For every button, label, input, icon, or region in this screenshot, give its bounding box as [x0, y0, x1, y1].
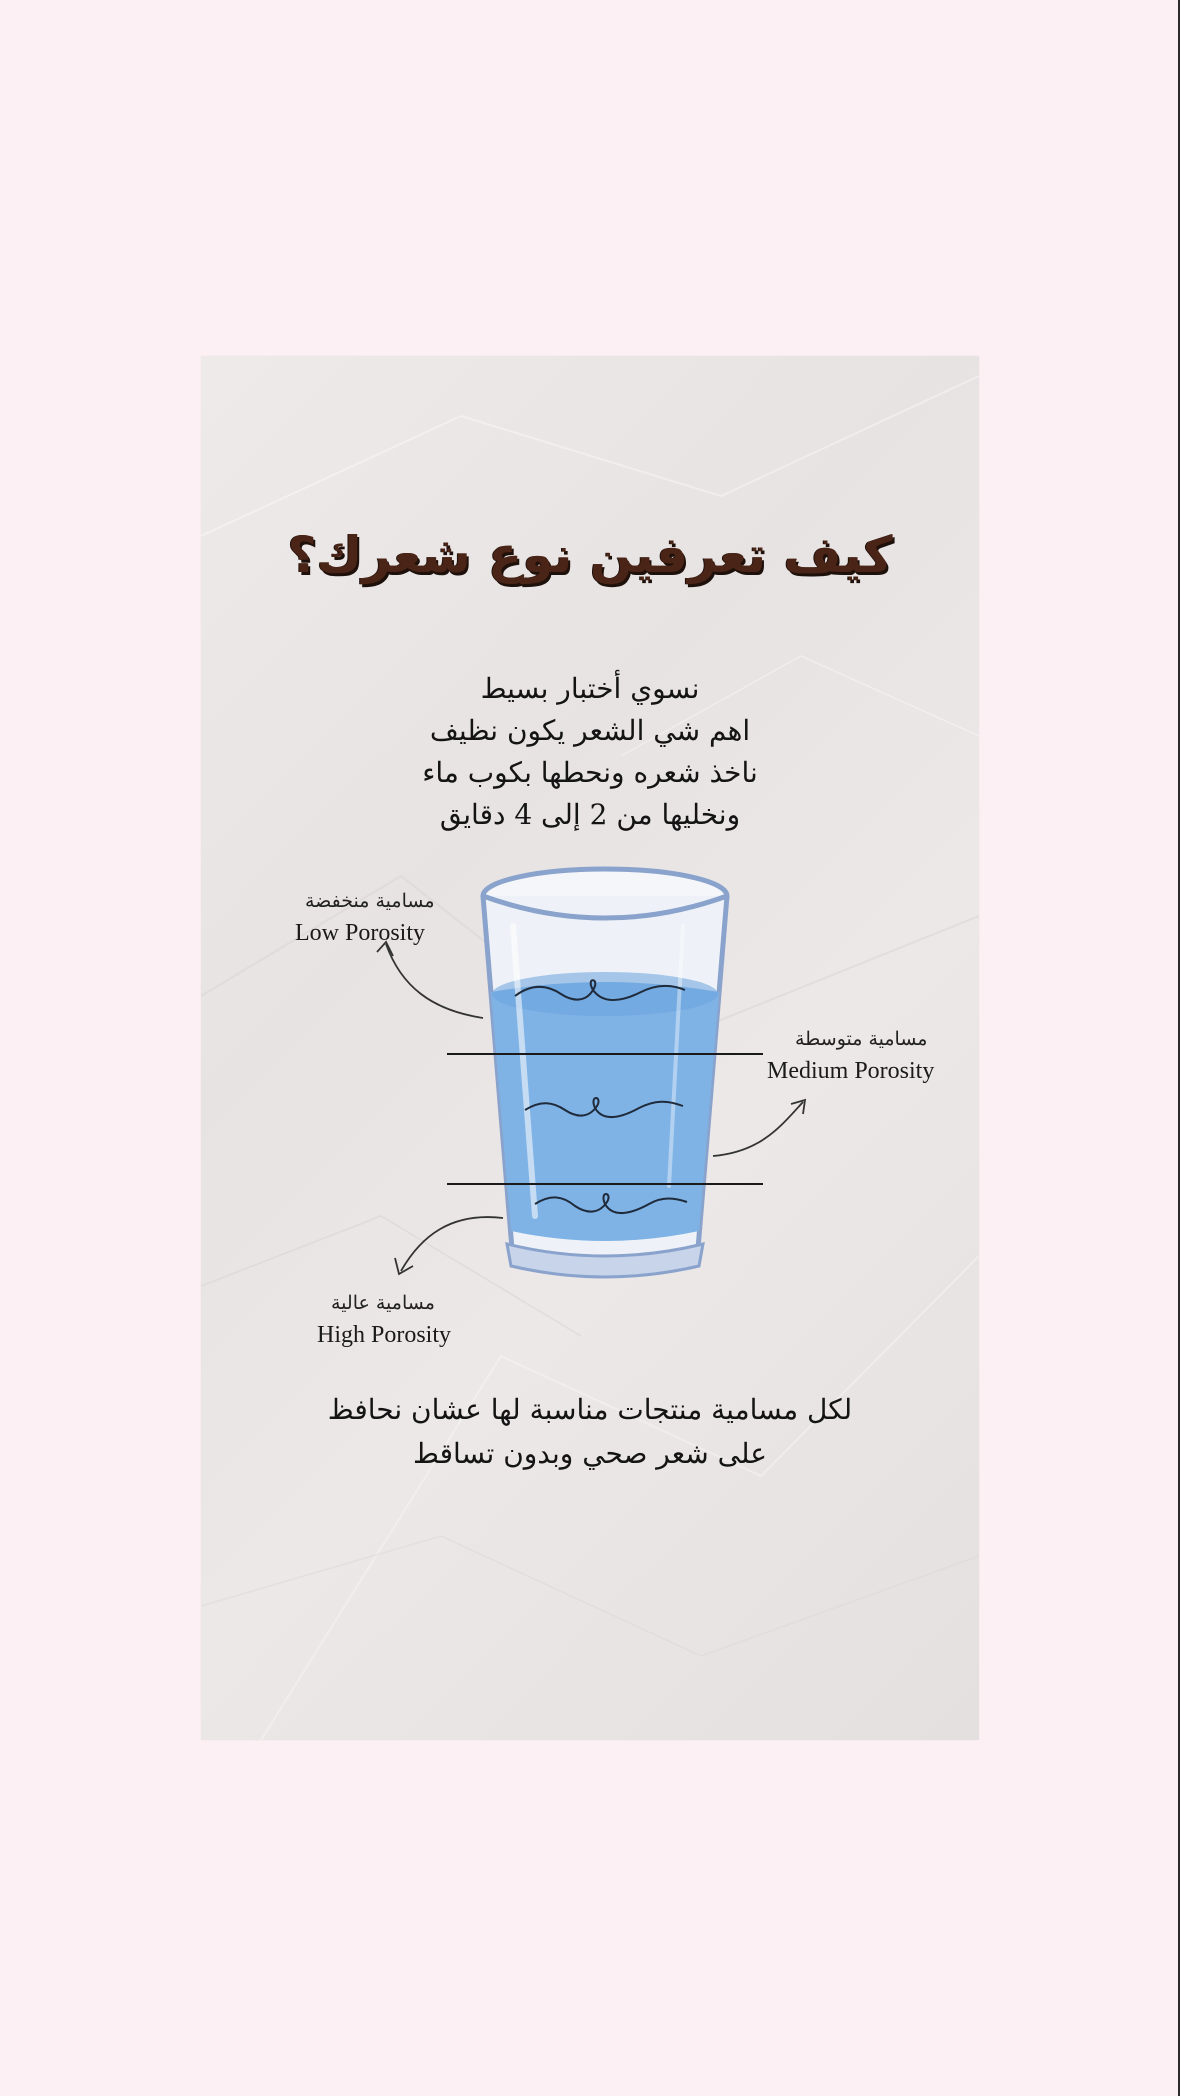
arrow-medium: [713, 1102, 803, 1156]
water-surface: [492, 972, 718, 1016]
medium-porosity-label-ar: مسامية متوسطة: [795, 1028, 928, 1050]
medium-porosity-label-en: Medium Porosity: [767, 1058, 935, 1084]
intro-text: [201, 668, 979, 836]
arrow-low: [386, 944, 483, 1018]
low-porosity-label-ar: مسامية منخفضة: [305, 890, 435, 912]
paper-card: [201, 356, 979, 1740]
intro-line: نسوي أختبار بسيط: [480, 672, 700, 705]
low-porosity-label-en: Low Porosity: [295, 920, 426, 946]
closing-line: لكل مسامية منتجات مناسبة لها عشان نحافظ: [327, 1393, 853, 1426]
high-porosity-label-ar: مسامية عالية: [331, 1292, 435, 1314]
arrow-high: [401, 1217, 503, 1271]
intro-line: ونخليها من 2 إلى 4 دقايق: [439, 798, 741, 831]
intro-line: ناخذ شعره ونحطها بكوب ماء: [422, 756, 758, 789]
high-porosity-label-en: High Porosity: [317, 1322, 452, 1348]
closing-line: على شعر صحي وبدون تساقط: [413, 1437, 767, 1470]
porosity-diagram: [201, 856, 979, 1376]
page-title: كيف تعرفين نوع شعرك؟: [287, 526, 893, 584]
intro-line: اهم شي الشعر يكون نظيف: [429, 714, 751, 747]
closing-text: [201, 1388, 979, 1476]
